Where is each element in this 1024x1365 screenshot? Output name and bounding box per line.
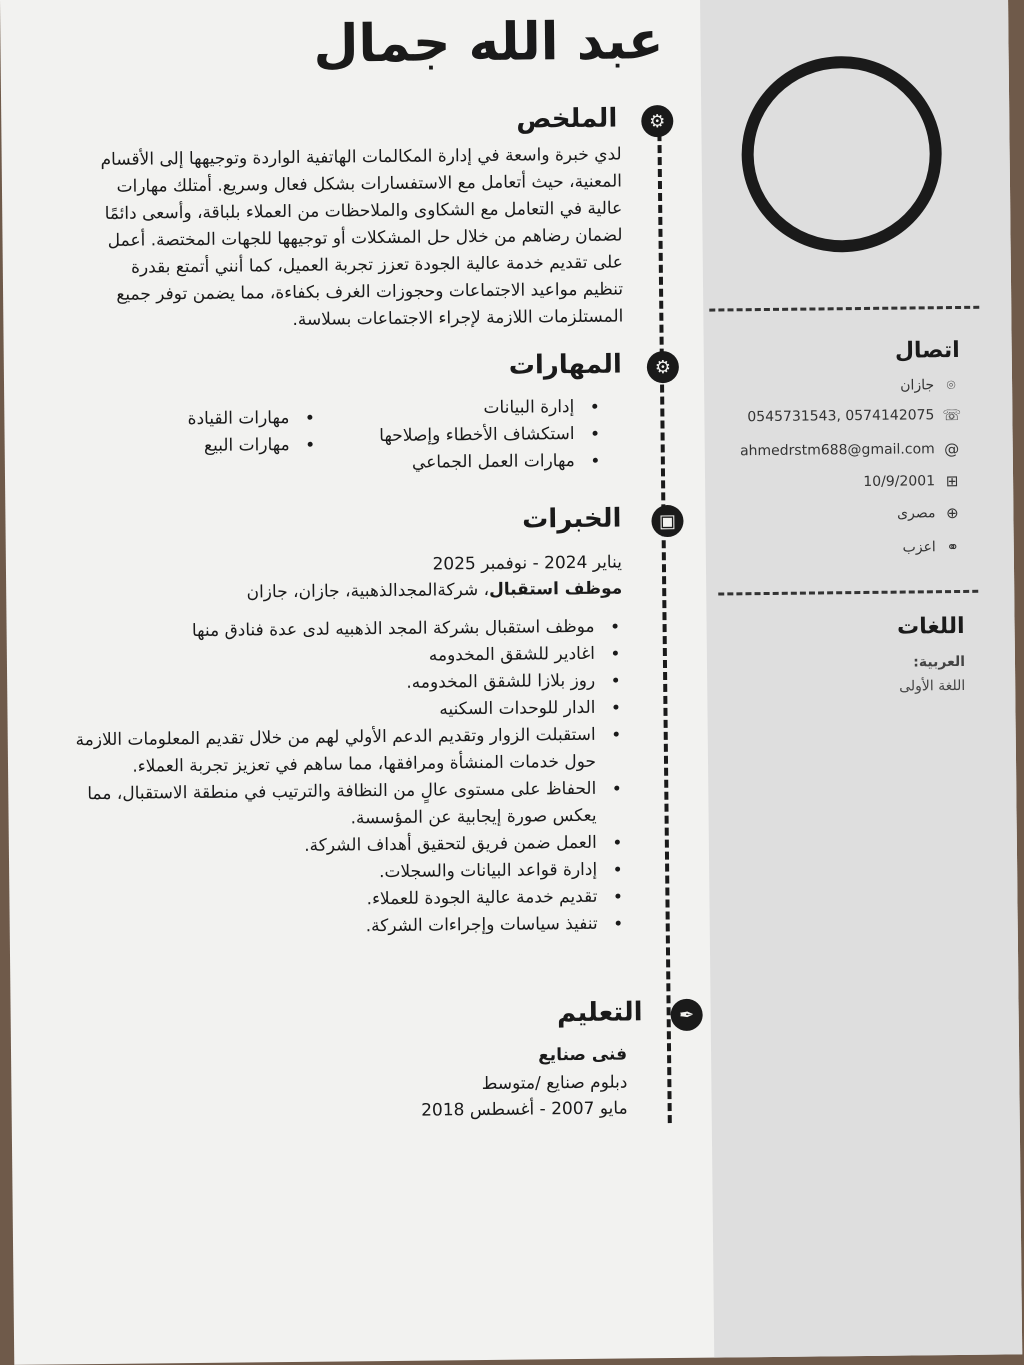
contact-title: اتصال <box>894 337 960 364</box>
phone-icon: ☏ <box>942 405 962 425</box>
birthdate-text: 10/9/2001 <box>863 473 936 490</box>
gear-icon: ⚙ <box>647 351 679 383</box>
summary-line: لدي خبرة واسعة في إدارة المكالمات الهاتفية الواردة وتوجيهها إلى الأقسام <box>100 144 622 170</box>
candidate-name: عبد الله جمال <box>313 11 664 75</box>
skill-item: • استكشاف الأخطاء وإصلاحها <box>320 421 580 451</box>
phone-text: 0545731543, 0574142075 <box>747 407 935 426</box>
language-level: اللغة الأولى <box>899 677 966 695</box>
language-name: العربية: <box>913 653 966 671</box>
map-pin-icon: ⌾ <box>946 376 956 395</box>
experience-list <box>60 614 625 944</box>
nationality-text: مصرى <box>897 505 936 522</box>
experience-item: • اغادير للشقق المخدومه <box>61 641 601 674</box>
languages-title: اللغات <box>896 613 965 640</box>
summary-line: المستلزمات اللازمة لإجراء الاجتماعات بسلاسة. <box>292 306 624 330</box>
briefcase-icon: ▣ <box>651 505 683 537</box>
experience-role: موظف استقبال <box>488 578 623 600</box>
skill-item: • مهارات القيادة <box>115 405 295 434</box>
summary-title: الملخص <box>516 103 618 135</box>
skills-list-2 <box>115 405 318 461</box>
timeline-line <box>657 133 671 1123</box>
summary-text <box>62 141 624 336</box>
skill-item: • مهارات البيع <box>116 432 296 461</box>
status-text: اعزب <box>902 539 936 556</box>
experience-item: • الدار للوحدات السكنيه <box>61 695 601 728</box>
rings-icon: ⚭ <box>946 537 960 557</box>
education-degree: دبلوم صنايع /متوسط <box>481 1072 628 1095</box>
contact-phone <box>747 406 960 426</box>
skills-list-1 <box>320 394 603 478</box>
experience-item: • إدارة قواعد البيانات والسجلات. <box>63 857 603 890</box>
email-text: ahmedrstm688@gmail.com <box>739 441 935 460</box>
experience-item: • استقبلت الزوار وتقديم الدعم الأولي لهم من خلال تقديم المعلومات اللازمة حول خدمات المنشأة ومرافقها، مما ساهم في تعزيز تجربة العملاء. <box>62 722 603 782</box>
summary-line: لضمان رضاهم من خلال حل المشكلات أو توجيهها للجهات المختصة. أعمل <box>107 225 623 251</box>
summary-line: عالية في التعامل مع الشكاوى والملاحظات من العملاء بلباقة، وأسعى دائمًا <box>104 198 623 224</box>
education-period: مايو 2007 - أغسطس 2018 <box>421 1098 628 1121</box>
experience-item: • العمل ضمن فريق لتحقيق أهداف الشركة. <box>63 830 603 863</box>
experience-title: الخبرات <box>522 503 622 535</box>
experience-period: يناير 2024 - نوفمبر 2025 <box>432 552 623 575</box>
at-sign-icon: @ <box>944 439 960 459</box>
contact-birthdate <box>863 472 961 491</box>
contact-nationality <box>897 504 962 523</box>
skills-title: المهارات <box>508 349 623 381</box>
contact-email <box>740 440 961 460</box>
experience-item: • موظف استقبال بشركة المجد الذهبيه لدى عدة فنادق منها <box>60 614 600 647</box>
education-school: فنى صنايع <box>538 1044 628 1066</box>
summary-line: المعنية، حيث أتعامل مع الاستفسارات بشكل فعال وسريع. أمتلك مهارات <box>116 171 623 197</box>
globe-icon: ⊕ <box>946 503 959 523</box>
experience-item: • تنفيذ سياسات وإجراءات الشركة. <box>64 911 604 944</box>
summary-line: على تقديم خدمة عالية الجودة تعزز تجربة العميل، كما أنني أتمتع بقدرة <box>130 252 623 278</box>
education-title: التعليم <box>556 997 643 1029</box>
experience-company: ، شركةالمجدالذهبية، جازان، جازان <box>246 579 490 603</box>
gear-icon: ⚙ <box>641 105 673 137</box>
contact-location <box>900 376 960 395</box>
contact-status <box>903 538 962 557</box>
experience-item: • روز بلازا للشقق المخدومه. <box>61 668 601 701</box>
experience-role-line <box>202 576 622 606</box>
experience-item: • الحفاظ على مستوى عالٍ من النظافة والترتيب في منطقة الاستقبال، مما يعكس صورة إيجابية عن المؤسسة. <box>62 776 603 836</box>
gift-icon: ⊞ <box>945 471 959 491</box>
skill-item: • إدارة البيانات <box>320 394 580 424</box>
location-text: جازان <box>900 377 935 394</box>
pen-nib-icon: ✒ <box>670 999 702 1031</box>
skill-item: • مهارات العمل الجماعي <box>321 448 581 478</box>
summary-line: تنظيم مواعيد الاجتماعات وحجوزات الغرف بكفاءة، مما يضمن توفر جميع <box>116 279 624 305</box>
experience-item: • تقديم خدمة عالية الجودة للعملاء. <box>63 884 603 917</box>
